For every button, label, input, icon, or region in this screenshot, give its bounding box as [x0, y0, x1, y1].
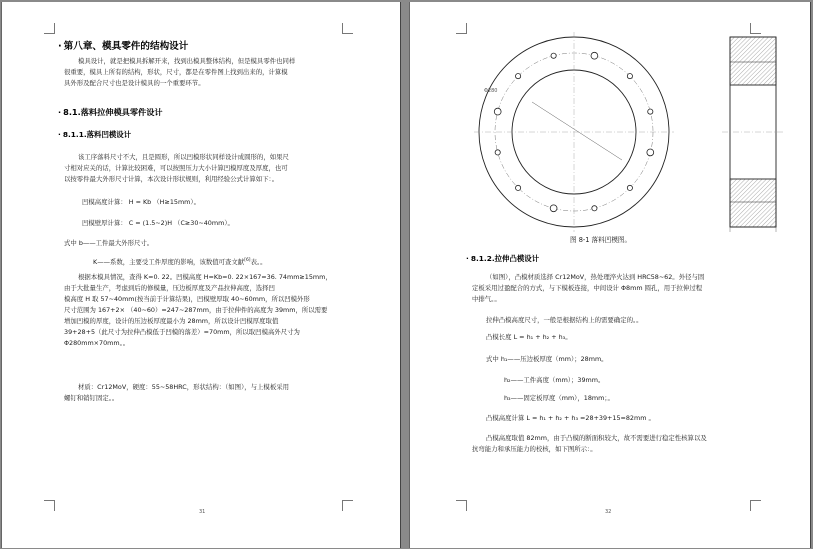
- bolt-hole: [551, 53, 556, 58]
- formula-note-k: K——系数，主要受工件厚度的影响，该数值可查文献[6]表。。: [93, 258, 267, 267]
- crop-mark: [342, 500, 353, 511]
- page-number: 31: [199, 509, 206, 515]
- formula-def-h1: 式中 h₁——压边板厚度（mm）；28mm。: [486, 355, 608, 363]
- bolt-hole: [592, 206, 597, 211]
- crop-mark: [456, 23, 467, 34]
- bolt-hole: [494, 108, 501, 115]
- figure-caption: 图 8-1 落料凹模图。: [570, 236, 632, 244]
- drawing-dimension: Φ280: [484, 88, 498, 94]
- bolt-hole: [495, 150, 500, 155]
- blanking-die-drawing: [472, 32, 802, 232]
- die-side-view: [722, 37, 784, 232]
- crop-mark: [44, 500, 55, 511]
- crop-mark: [750, 500, 761, 511]
- formula-die-wall: 凹模壁厚计算： C = (1.5~2)H （C≥30~40mm）。: [82, 219, 234, 227]
- document-page-left: [2, 2, 400, 548]
- bolt-hole: [627, 74, 632, 79]
- bolt-hole: [648, 109, 653, 114]
- paragraph-punch-height: 拉伸凸模高度尺寸，一般是根据结构上的需要确定的。。: [486, 316, 643, 324]
- section-heading-8-1: · 8.1.落料拉伸模具零件设计: [58, 107, 163, 117]
- formula-def-h2: h₂——工件高度（mm）；39mm。: [504, 376, 605, 384]
- formula-punch-length: 凸模长度 L = h₁ + h₂ + h₃。: [486, 333, 572, 341]
- section-heading-8-1-1: · 8.1.1.落料凹模设计: [58, 130, 132, 139]
- paragraph-die-calc: 根据本模具情况，查得 K=0. 22。凹模高度 H=Kb=0. 22×167=36. 74mm≥15mm， 由于大批量生产，考虑到后的修模量，压边板厚度及产品拉伸高度，选择凹 模高度 H 取 57~40mm(按当前于计算结果)，凹模壁厚取 40~60mm，所以凹模外形 尺寸范围为 167+2× （40~60）=247~287mm，由于拉伸件的高度为 39mm，所以需要 增加凹模的厚度，设计的压边板厚度最小为 28mm，所以设计凹模厚度取值 39+28+5（此尺寸为拉伸凸模低于凹模的落差）=70mm，所以取凹模高外尺寸为 Φ280mm×70mm。。: [64, 273, 332, 347]
- paragraph-die-material: 材质：Cr12MoV，硬度：55~58HRC，形状结构：（如图），与上模板采用 螺钉和销钉固定。。: [64, 383, 289, 402]
- formula-punch-total: 凸模高度计算 L = h₁ + h₂ + h₃ =28+39+15=82mm 。: [486, 414, 655, 422]
- paragraph-die-shape: 该工序落料尺寸不大，且是圆形，所以凹模形状同样设计成圆形的，如果尺 寸相对应关的话，计算比较困难，可以按照压力大小计算凹模厚度及厚度，也可 以按零件最大外形尺寸计算，本次设计形状规则，利用经验公式计算如下：。: [64, 153, 289, 183]
- crop-mark: [342, 23, 353, 34]
- document-page-right: [410, 2, 810, 548]
- intro-paragraph: 模具设计，就是把模具拆解开来，找到出模具整体结构，但是模具零件也同样 很重要，模具上所有的结构，形状，尺寸，都是在零件图上找到出来的，计算模 具外形及配合尺寸也是设计模具的一个重要环节。: [64, 57, 296, 87]
- crop-mark: [456, 500, 467, 511]
- bolt-hole: [550, 205, 557, 212]
- formula-def-h3: h₃——固定板厚度（mm），18mm；。: [504, 394, 614, 402]
- formula-note-b: 式中 b——工件最大外形尺寸。: [64, 239, 154, 247]
- bolt-hole: [516, 185, 521, 190]
- chapter-title: · 第八章、模具零件的结构设计: [58, 41, 189, 52]
- bolt-hole: [591, 52, 598, 59]
- section-heading-8-1-2: · 8.1.2.拉伸凸模设计: [466, 254, 540, 263]
- bolt-hole: [516, 74, 521, 79]
- crop-mark: [44, 23, 55, 34]
- paragraph-punch-material: （如图），凸模材质选择 Cr12MoV，热处理淬火达到 HRC58~62。外径与固 定板采用过盈配合的方式，与下模板连接，中间设计 Φ8mm 圆孔，用于拉伸过程 中排气。。: [472, 273, 705, 303]
- paragraph-punch-check: 凸模高度取值 82mm，由于凸模的断面积较大，故不需要进行稳定性核算以及 抗弯能力和承压能力的校核，如下图所示：。: [472, 434, 707, 453]
- bolt-hole: [647, 149, 654, 156]
- formula-die-height: 凹模高度计算： H = Kb （H≥15mm）。: [82, 198, 200, 206]
- bolt-hole: [627, 185, 632, 190]
- die-front-view: [474, 32, 674, 232]
- page-number: 32: [605, 509, 612, 515]
